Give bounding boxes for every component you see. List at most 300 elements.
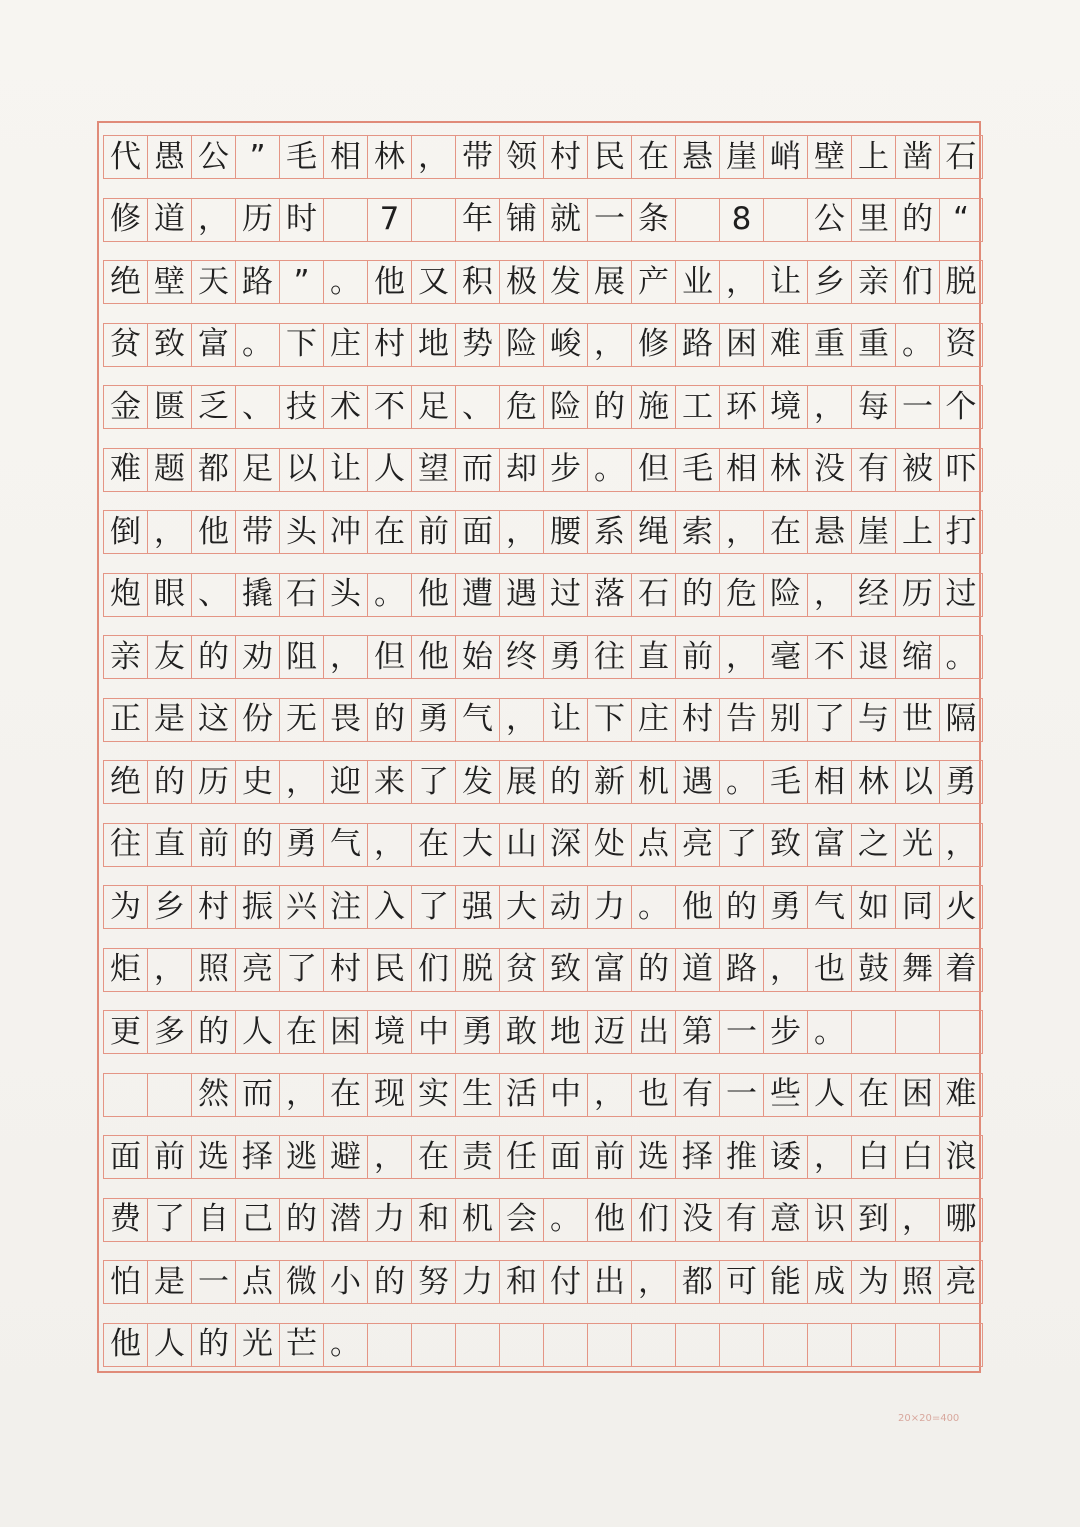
grid-row bbox=[103, 1010, 983, 1054]
grid-cell: 机 bbox=[455, 1198, 499, 1242]
grid-cell bbox=[763, 198, 807, 242]
grid-cell: 他 bbox=[367, 260, 411, 304]
grid-cell: 前 bbox=[675, 635, 719, 679]
grid-cell: 注 bbox=[323, 885, 367, 929]
grid-cell: 极 bbox=[499, 260, 543, 304]
grid-cell: 付 bbox=[543, 1260, 587, 1304]
grid-cell bbox=[499, 1323, 543, 1367]
grid-row bbox=[103, 1260, 983, 1304]
grid-cell: ， bbox=[367, 823, 411, 867]
grid-cell: 大 bbox=[455, 823, 499, 867]
grid-cell: 。 bbox=[323, 1323, 367, 1367]
grid-cell: 展 bbox=[587, 260, 631, 304]
grid-cell bbox=[587, 1323, 631, 1367]
grid-cell: 积 bbox=[455, 260, 499, 304]
grid-cell: 。 bbox=[719, 760, 763, 804]
grid-cell: 林 bbox=[851, 760, 895, 804]
grid-cell: ” bbox=[279, 260, 323, 304]
grid-cell: 隔 bbox=[939, 698, 983, 742]
grid-cell: 逃 bbox=[279, 1135, 323, 1179]
grid-cell: 第 bbox=[675, 1010, 719, 1054]
grid-cell bbox=[895, 1323, 939, 1367]
grid-cell: 缩 bbox=[895, 635, 939, 679]
grid-cell: 的 bbox=[191, 1323, 235, 1367]
grid-cell: 了 bbox=[411, 885, 455, 929]
grid-cell: 的 bbox=[895, 198, 939, 242]
grid-cell: 民 bbox=[587, 135, 631, 179]
grid-row bbox=[103, 510, 983, 554]
grid-cell: 与 bbox=[851, 698, 895, 742]
grid-cell: ， bbox=[895, 1198, 939, 1242]
grid-cell bbox=[631, 1323, 675, 1367]
grid-cell: 环 bbox=[719, 385, 763, 429]
grid-cell: 的 bbox=[147, 760, 191, 804]
grid-cell: 和 bbox=[411, 1198, 455, 1242]
grid-cell: 会 bbox=[499, 1198, 543, 1242]
grid-cell: 勇 bbox=[543, 635, 587, 679]
grid-cell: 往 bbox=[587, 635, 631, 679]
grid-cell: 点 bbox=[631, 823, 675, 867]
grid-row bbox=[103, 1073, 983, 1117]
grid-cell: 却 bbox=[499, 448, 543, 492]
grid-cell: 他 bbox=[587, 1198, 631, 1242]
grid-cell: 足 bbox=[235, 448, 279, 492]
grid-cell: 前 bbox=[191, 823, 235, 867]
grid-cell: 、 bbox=[235, 385, 279, 429]
grid-cell: 道 bbox=[675, 948, 719, 992]
grid-cell: 是 bbox=[147, 1260, 191, 1304]
grid-cell: ， bbox=[279, 1073, 323, 1117]
grid-cell: 始 bbox=[455, 635, 499, 679]
grid-cell: 撬 bbox=[235, 573, 279, 617]
grid-cell: 工 bbox=[675, 385, 719, 429]
grid-cell: 小 bbox=[323, 1260, 367, 1304]
grid-cell: 世 bbox=[895, 698, 939, 742]
grid-cell: 择 bbox=[235, 1135, 279, 1179]
grid-cell: 村 bbox=[543, 135, 587, 179]
grid-cell: 资 bbox=[939, 323, 983, 367]
grid-cell: 脱 bbox=[939, 260, 983, 304]
grid-cell: 了 bbox=[411, 760, 455, 804]
grid-cell: 术 bbox=[323, 385, 367, 429]
grid-cell: 推 bbox=[719, 1135, 763, 1179]
grid-cell: ， bbox=[719, 635, 763, 679]
grid-cell bbox=[147, 1073, 191, 1117]
grid-cell: 历 bbox=[191, 760, 235, 804]
grid-cell: 任 bbox=[499, 1135, 543, 1179]
grid-cell: 施 bbox=[631, 385, 675, 429]
grid-cell: 新 bbox=[587, 760, 631, 804]
grid-cell: 在 bbox=[323, 1073, 367, 1117]
grid-cell: 眼 bbox=[147, 573, 191, 617]
grid-cell: 道 bbox=[147, 198, 191, 242]
grid-cell: 亲 bbox=[103, 635, 147, 679]
grid-cell: 境 bbox=[367, 1010, 411, 1054]
grid-cell: 又 bbox=[411, 260, 455, 304]
grid-cell: 活 bbox=[499, 1073, 543, 1117]
grid-cell: 鼓 bbox=[851, 948, 895, 992]
grid-cell: ， bbox=[411, 135, 455, 179]
grid-cell: 炬 bbox=[103, 948, 147, 992]
grid-cell: ， bbox=[719, 260, 763, 304]
grid-cell: 正 bbox=[103, 698, 147, 742]
grid-cell: 的 bbox=[631, 948, 675, 992]
grid-cell: 能 bbox=[763, 1260, 807, 1304]
grid-cell: 带 bbox=[455, 135, 499, 179]
grid-cell: 村 bbox=[191, 885, 235, 929]
grid-cell: 上 bbox=[851, 135, 895, 179]
grid-cell: 林 bbox=[367, 135, 411, 179]
grid-cell: 芒 bbox=[279, 1323, 323, 1367]
grid-cell: 遭 bbox=[455, 573, 499, 617]
grid-cell: 为 bbox=[851, 1260, 895, 1304]
grid-cell: 处 bbox=[587, 823, 631, 867]
grid-cell: 难 bbox=[763, 323, 807, 367]
grid-cell: 们 bbox=[411, 948, 455, 992]
grid-cell: 成 bbox=[807, 1260, 851, 1304]
grid-cell: 为 bbox=[103, 885, 147, 929]
grid-cell bbox=[367, 1323, 411, 1367]
grid-cell: 而 bbox=[455, 448, 499, 492]
grid-cell: 的 bbox=[191, 1010, 235, 1054]
grid-cell: 险 bbox=[763, 573, 807, 617]
grid-cell: 他 bbox=[103, 1323, 147, 1367]
grid-cell: 一 bbox=[191, 1260, 235, 1304]
grid-cell bbox=[939, 1010, 983, 1054]
grid-cell bbox=[895, 1010, 939, 1054]
grid-cell: 阻 bbox=[279, 635, 323, 679]
grid-cell: 历 bbox=[895, 573, 939, 617]
grid-cell: 照 bbox=[191, 948, 235, 992]
grid-cell: 索 bbox=[675, 510, 719, 554]
grid-cell: 择 bbox=[675, 1135, 719, 1179]
grid-cell: 他 bbox=[191, 510, 235, 554]
grid-cell: 了 bbox=[147, 1198, 191, 1242]
grid-cell: 在 bbox=[411, 1135, 455, 1179]
grid-cell: 如 bbox=[851, 885, 895, 929]
grid-cell: 凿 bbox=[895, 135, 939, 179]
grid-cell: 峭 bbox=[763, 135, 807, 179]
grid-cell: 怕 bbox=[103, 1260, 147, 1304]
grid-cell: 步 bbox=[543, 448, 587, 492]
grid-cell: 无 bbox=[279, 698, 323, 742]
grid-cell: 敢 bbox=[499, 1010, 543, 1054]
grid-cell: 。 bbox=[543, 1198, 587, 1242]
grid-cell: 自 bbox=[191, 1198, 235, 1242]
grid-cell: ， bbox=[499, 698, 543, 742]
grid-cell: 而 bbox=[235, 1073, 279, 1117]
grid-cell: 选 bbox=[631, 1135, 675, 1179]
grid-cell: 在 bbox=[851, 1073, 895, 1117]
grid-cell: 在 bbox=[631, 135, 675, 179]
grid-cell: 腰 bbox=[543, 510, 587, 554]
grid-cell: 冲 bbox=[323, 510, 367, 554]
grid-cell: 的 bbox=[367, 1260, 411, 1304]
grid-cell: 山 bbox=[499, 823, 543, 867]
grid-cell: 努 bbox=[411, 1260, 455, 1304]
grid-cell: 时 bbox=[279, 198, 323, 242]
grid-cell: 年 bbox=[455, 198, 499, 242]
grid-cell: 的 bbox=[191, 635, 235, 679]
grid-cell: ， bbox=[939, 823, 983, 867]
grid-cell: 直 bbox=[631, 635, 675, 679]
grid-cell: 公 bbox=[807, 198, 851, 242]
grid-cell: 气 bbox=[323, 823, 367, 867]
grid-cell: ， bbox=[587, 323, 631, 367]
grid-cell: 入 bbox=[367, 885, 411, 929]
grid-cell: 亮 bbox=[675, 823, 719, 867]
grid-cell: 了 bbox=[719, 823, 763, 867]
grid-cell: 中 bbox=[543, 1073, 587, 1117]
grid-cell: 困 bbox=[323, 1010, 367, 1054]
grid-cell: 毛 bbox=[675, 448, 719, 492]
grid-cell: 火 bbox=[939, 885, 983, 929]
grid-cell: 史 bbox=[235, 760, 279, 804]
grid-cell: 不 bbox=[367, 385, 411, 429]
grid-cell: 修 bbox=[103, 198, 147, 242]
grid-cell: 头 bbox=[279, 510, 323, 554]
grid-cell: ， bbox=[147, 948, 191, 992]
grid-spec-label: 20×20=400 bbox=[898, 1413, 960, 1424]
grid-cell: 落 bbox=[587, 573, 631, 617]
grid-cell: 他 bbox=[675, 885, 719, 929]
grid-cell: 勇 bbox=[455, 1010, 499, 1054]
grid-cell: 石 bbox=[939, 135, 983, 179]
grid-cell: 迈 bbox=[587, 1010, 631, 1054]
grid-cell: 相 bbox=[807, 760, 851, 804]
grid-row bbox=[103, 1323, 983, 1367]
grid-cell bbox=[851, 1323, 895, 1367]
grid-cell: 富 bbox=[191, 323, 235, 367]
grid-cell: 悬 bbox=[807, 510, 851, 554]
grid-cell: 过 bbox=[543, 573, 587, 617]
grid-cell: 让 bbox=[763, 260, 807, 304]
grid-cell: 困 bbox=[895, 1073, 939, 1117]
grid-cell: 一 bbox=[719, 1073, 763, 1117]
grid-cell: 以 bbox=[895, 760, 939, 804]
grid-cell bbox=[411, 198, 455, 242]
grid-cell: 兴 bbox=[279, 885, 323, 929]
grid-cell: ， bbox=[587, 1073, 631, 1117]
grid-cell: 更 bbox=[103, 1010, 147, 1054]
grid-cell: 修 bbox=[631, 323, 675, 367]
grid-cell: 友 bbox=[147, 635, 191, 679]
grid-cell: 石 bbox=[279, 573, 323, 617]
grid-cell: 倒 bbox=[103, 510, 147, 554]
grid-cell: 每 bbox=[851, 385, 895, 429]
grid-cell: 林 bbox=[763, 448, 807, 492]
grid-cell: 意 bbox=[763, 1198, 807, 1242]
grid-cell: 村 bbox=[367, 323, 411, 367]
grid-cell: 在 bbox=[367, 510, 411, 554]
grid-cell: 壁 bbox=[807, 135, 851, 179]
grid-cell: 、 bbox=[455, 385, 499, 429]
grid-cell: 的 bbox=[675, 573, 719, 617]
grid-cell: 现 bbox=[367, 1073, 411, 1117]
grid-cell: 他 bbox=[411, 573, 455, 617]
grid-cell: 和 bbox=[499, 1260, 543, 1304]
grid-cell: ， bbox=[719, 510, 763, 554]
grid-cell: 们 bbox=[631, 1198, 675, 1242]
grid-cell: 毛 bbox=[763, 760, 807, 804]
grid-cell: 。 bbox=[807, 1010, 851, 1054]
grid-cell: 的 bbox=[719, 885, 763, 929]
grid-row bbox=[103, 198, 983, 242]
grid-cell: 亮 bbox=[939, 1260, 983, 1304]
grid-cell: 多 bbox=[147, 1010, 191, 1054]
grid-cell: 致 bbox=[147, 323, 191, 367]
grid-cell: 的 bbox=[367, 698, 411, 742]
grid-cell: 炮 bbox=[103, 573, 147, 617]
grid-cell: 同 bbox=[895, 885, 939, 929]
grid-cell: ， bbox=[499, 510, 543, 554]
grid-cell: 勇 bbox=[763, 885, 807, 929]
grid-cell bbox=[763, 1323, 807, 1367]
grid-cell: 来 bbox=[367, 760, 411, 804]
grid-cell: 头 bbox=[323, 573, 367, 617]
grid-cell: 天 bbox=[191, 260, 235, 304]
grid-cell: 生 bbox=[455, 1073, 499, 1117]
grid-cell: ， bbox=[279, 760, 323, 804]
grid-cell: 险 bbox=[499, 323, 543, 367]
grid-cell: 有 bbox=[719, 1198, 763, 1242]
grid-cell bbox=[939, 1323, 983, 1367]
grid-cell: ， bbox=[631, 1260, 675, 1304]
grid-cell: 势 bbox=[455, 323, 499, 367]
grid-cell bbox=[543, 1323, 587, 1367]
grid-cell: 富 bbox=[807, 823, 851, 867]
grid-cell: 出 bbox=[631, 1010, 675, 1054]
grid-cell: 一 bbox=[895, 385, 939, 429]
grid-cell: 发 bbox=[543, 260, 587, 304]
grid-cell: ， bbox=[763, 948, 807, 992]
grid-cell: 庄 bbox=[323, 323, 367, 367]
grid-cell: 告 bbox=[719, 698, 763, 742]
grid-cell: 的 bbox=[279, 1198, 323, 1242]
grid-cell: ， bbox=[807, 573, 851, 617]
grid-cell: 前 bbox=[147, 1135, 191, 1179]
grid-cell: 到 bbox=[851, 1198, 895, 1242]
grid-cell: 也 bbox=[807, 948, 851, 992]
grid-cell: 勇 bbox=[939, 760, 983, 804]
grid-row bbox=[103, 948, 983, 992]
grid-row bbox=[103, 1135, 983, 1179]
grid-cell: 下 bbox=[587, 698, 631, 742]
grid-cell: 强 bbox=[455, 885, 499, 929]
grid-cell: 机 bbox=[631, 760, 675, 804]
grid-cell: 遇 bbox=[675, 760, 719, 804]
grid-cell: 绝 bbox=[103, 260, 147, 304]
grid-cell: 白 bbox=[851, 1135, 895, 1179]
grid-cell: 一 bbox=[719, 1010, 763, 1054]
grid-cell: 。 bbox=[235, 323, 279, 367]
grid-cell: 困 bbox=[719, 323, 763, 367]
grid-cell: 里 bbox=[851, 198, 895, 242]
grid-cell: 峻 bbox=[543, 323, 587, 367]
grid-cell: 。 bbox=[323, 260, 367, 304]
grid-cell: 大 bbox=[499, 885, 543, 929]
grid-cell: 劝 bbox=[235, 635, 279, 679]
grid-cell: 上 bbox=[895, 510, 939, 554]
grid-row bbox=[103, 1198, 983, 1242]
grid-cell: 代 bbox=[103, 135, 147, 179]
grid-cell: 打 bbox=[939, 510, 983, 554]
grid-cell: 。 bbox=[587, 448, 631, 492]
grid-cell: 振 bbox=[235, 885, 279, 929]
grid-cell: 终 bbox=[499, 635, 543, 679]
grid-cell: 富 bbox=[587, 948, 631, 992]
grid-cell: 中 bbox=[411, 1010, 455, 1054]
grid-row bbox=[103, 135, 983, 179]
grid-cell: 在 bbox=[763, 510, 807, 554]
grid-cell: 潜 bbox=[323, 1198, 367, 1242]
grid-cell: 识 bbox=[807, 1198, 851, 1242]
grid-cell: 路 bbox=[675, 323, 719, 367]
grid-cell: 微 bbox=[279, 1260, 323, 1304]
grid-cell: 。 bbox=[367, 573, 411, 617]
grid-cell: 实 bbox=[411, 1073, 455, 1117]
grid-cell: 份 bbox=[235, 698, 279, 742]
grid-cell: 脱 bbox=[455, 948, 499, 992]
grid-cell: 光 bbox=[235, 1323, 279, 1367]
grid-cell: 都 bbox=[191, 448, 235, 492]
grid-cell: 民 bbox=[367, 948, 411, 992]
grid-cell: 相 bbox=[323, 135, 367, 179]
grid-cell: 有 bbox=[851, 448, 895, 492]
grid-cell: 避 bbox=[323, 1135, 367, 1179]
grid-row bbox=[103, 573, 983, 617]
grid-cell: 在 bbox=[411, 823, 455, 867]
grid-cell: 白 bbox=[895, 1135, 939, 1179]
grid-cell: 产 bbox=[631, 260, 675, 304]
grid-cell: 点 bbox=[235, 1260, 279, 1304]
grid-cell: 亮 bbox=[235, 948, 279, 992]
grid-cell: 的 bbox=[543, 760, 587, 804]
grid-row bbox=[103, 635, 983, 679]
grid-cell: 愚 bbox=[147, 135, 191, 179]
grid-cell: 绳 bbox=[631, 510, 675, 554]
grid-cell: ， bbox=[147, 510, 191, 554]
grid-cell: 重 bbox=[851, 323, 895, 367]
grid-cell: 些 bbox=[763, 1073, 807, 1117]
grid-cell: 责 bbox=[455, 1135, 499, 1179]
grid-cell: 就 bbox=[543, 198, 587, 242]
grid-cell: 深 bbox=[543, 823, 587, 867]
grid-cell: 面 bbox=[455, 510, 499, 554]
grid-cell: 路 bbox=[719, 948, 763, 992]
grid-row bbox=[103, 448, 983, 492]
grid-row bbox=[103, 385, 983, 429]
grid-cell: 村 bbox=[675, 698, 719, 742]
grid-cell: ， bbox=[323, 635, 367, 679]
grid-cell: 难 bbox=[103, 448, 147, 492]
grid-cell: 致 bbox=[763, 823, 807, 867]
grid-cell: 悬 bbox=[675, 135, 719, 179]
grid-cell: 动 bbox=[543, 885, 587, 929]
grid-cell: 人 bbox=[147, 1323, 191, 1367]
grid-cell: 气 bbox=[455, 698, 499, 742]
grid-cell: 发 bbox=[455, 760, 499, 804]
grid-cell: 难 bbox=[939, 1073, 983, 1117]
grid-cell: 照 bbox=[895, 1260, 939, 1304]
grid-cell: 。 bbox=[631, 885, 675, 929]
grid-row bbox=[103, 698, 983, 742]
grid-cell: 浪 bbox=[939, 1135, 983, 1179]
grid-cell: 了 bbox=[279, 948, 323, 992]
grid-cell: 可 bbox=[719, 1260, 763, 1304]
grid-cell: 历 bbox=[235, 198, 279, 242]
grid-cell: 7 bbox=[367, 198, 411, 242]
